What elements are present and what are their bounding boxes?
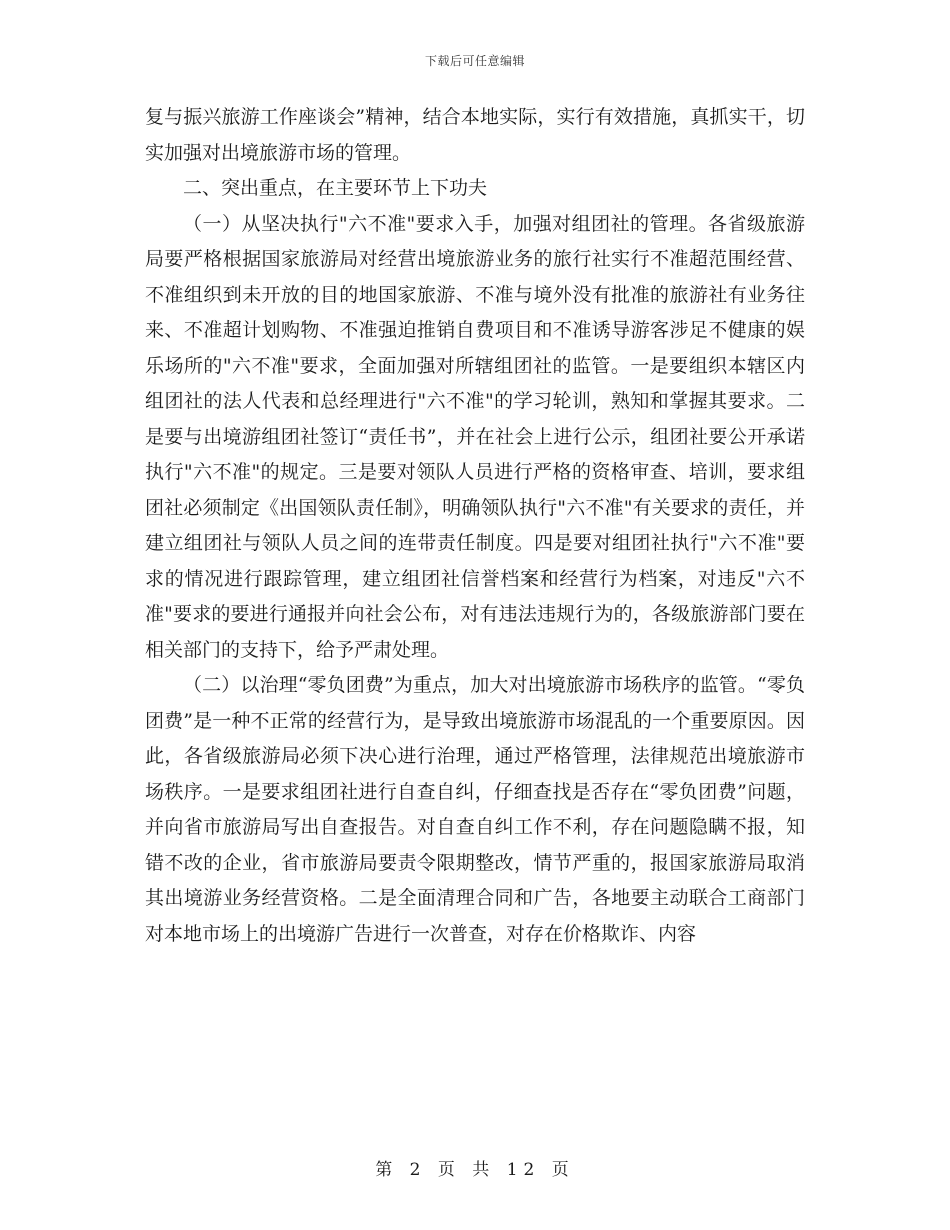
page-number: 第 2 页 共 12 页 bbox=[375, 1160, 575, 1180]
paragraph-item-2: （二）以治理“零负团费”为重点，加大对出境旅游市场秩序的监管。“零负团费”是一种不正常的经营行为，是导致出境旅游市场混乱的一个重要原因。因此，各省级旅游局必须下决心进行治理，通过严格管理，法律规范出境旅游市场秩序。一是要求组团社进行自查自纠，仔细查找是否存在“零负团费”问题，并向省市旅游局写出自查报告。对自查自纠工作不利，存在问题隐瞒不报，知错不改的企业，省市旅游局要责令限期整改，情节严重的，报国家旅游局取消其出境游业务经营资格。二是全面清理合同和广告，各地要主动联合工商部门对本地市场上的出境游广告进行一次普查，对存在价格欺诈、内容 bbox=[145, 674, 805, 945]
paragraph-item-1: （一）从坚决执行"六不准"要求入手，加强对组团社的管理。各省级旅游局要严格根据国家旅游局对经营出境旅游业务的旅行社实行不准超范围经营、不准组织到未开放的目的地国家旅游、不准与境外没有批准的旅游社有业务往来、不准超计划购物、不准强迫推销自费项目和不准诱导游客涉足不健康的娱乐场所的"六不准"要求，全面加强对所辖组团社的监管。一是要组织本辖区内组团社的法人代表和总经理进行"六不准"的学习轮训，熟知和掌握其要求。二是要与出境游组团社签订“责任书”，并在社会上进行公示，组团社要公开承诺执行"六不准"的规定。三是要对领队人员进行严格的资格审查、培训，要求组团社必须制定《出国领队责任制》，明确领队执行"六不准"有关要求的责任，并建立组团社与领队人员之间的连带责任制度。四是要对组团社执行"六不准"要求的情况进行跟踪管理，建立组团社信誉档案和经营行为档案，对违反"六不准"要求的要进行通报并向社会公布，对有违法违规行为的，各级旅游部门要在相关部门的支持下，给予严肃处理。 bbox=[145, 212, 805, 661]
document-body bbox=[145, 100, 805, 952]
paragraph-continuation: 复与振兴旅游工作座谈会”精神，结合本地实际，实行有效措施，真抓实干，切实加强对出境旅游市场的管理。 bbox=[145, 106, 805, 164]
page-header: 下载后可任意编辑 bbox=[424, 54, 525, 68]
section-heading: 二、突出重点，在主要环节上下功夫 bbox=[183, 177, 488, 199]
